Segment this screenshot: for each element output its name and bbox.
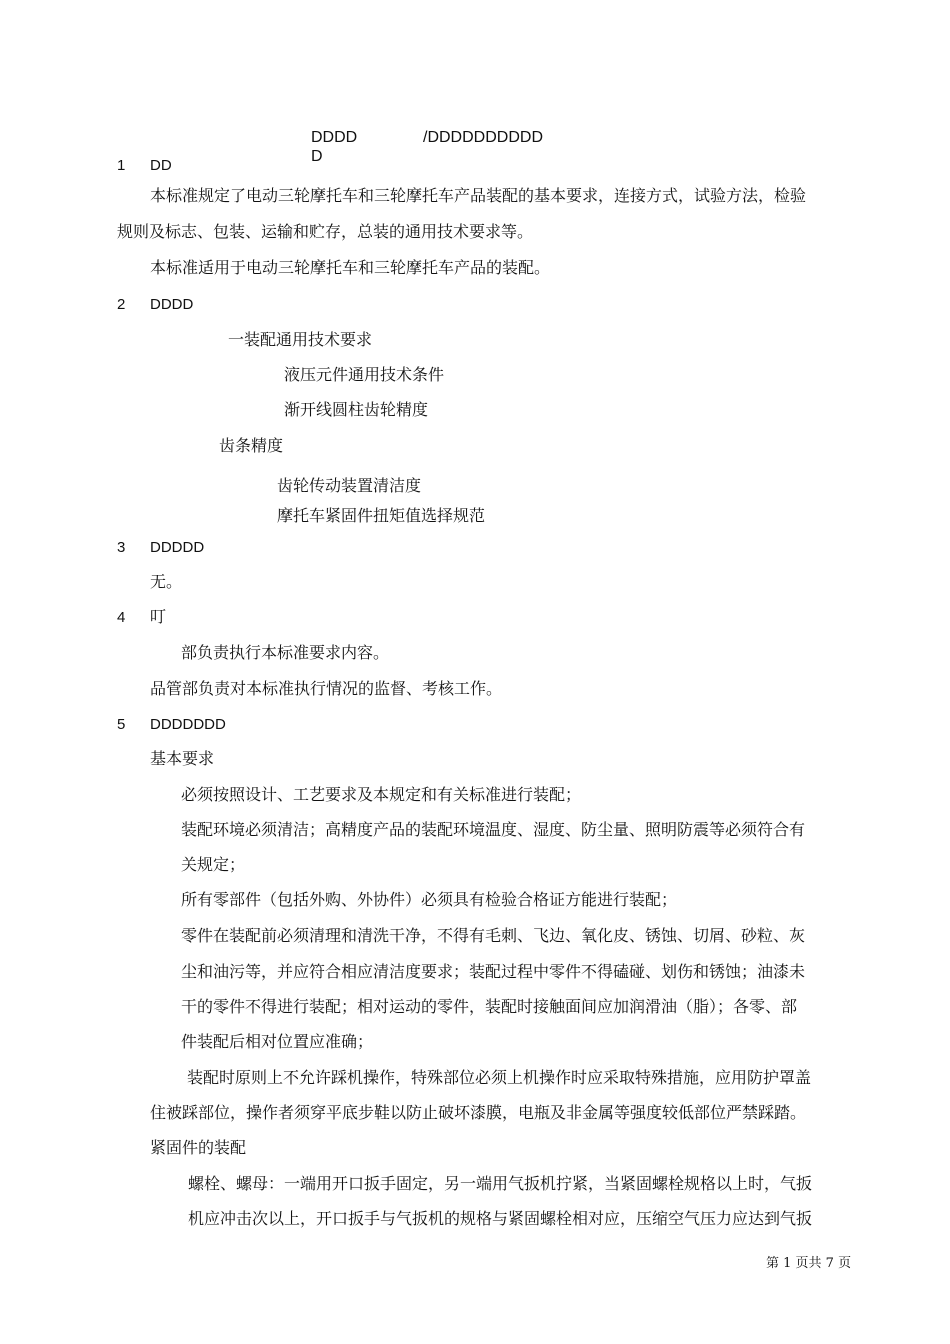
section-1-paragraph-1-line-1: 本标准规定了电动三轮摩托车和三轮摩托车产品装配的基本要求，连接方式，试验方法，检验 <box>150 186 807 205</box>
section-2-heading: DDDD <box>150 296 194 313</box>
section-3-number: 3 <box>117 539 126 556</box>
section-4-heading: 叮 <box>150 607 167 626</box>
section-5-number: 5 <box>117 716 126 733</box>
requirement-4-line-2: 尘和油污等，并应符合相应清洁度要求；装配过程中零件不得磕碰、划伤和锈蚀；油漆未 <box>181 962 806 981</box>
doc-title-left-line1: DDDD <box>311 129 358 146</box>
section-1-paragraph-1-line-2: 规则及标志、包装、运输和贮存，总装的通用技术要求等。 <box>117 222 534 241</box>
subsection-basic-requirements: 基本要求 <box>150 749 215 768</box>
requirement-4-line-3: 干的零件不得进行装配；相对运动的零件，装配时接触面间应加润滑油（脂）；各零、部 <box>181 997 798 1016</box>
fastener-item-1-line-1: 螺栓、螺母：一端用开口扳手固定，另一端用气扳机拧紧，当紧固螺栓规格以上时，气扳 <box>188 1174 813 1193</box>
section-5-heading: DDDDDDD <box>150 716 226 733</box>
section-3-body: 无。 <box>150 572 183 591</box>
reference-3: 渐开线圆柱齿轮精度 <box>284 400 429 419</box>
doc-title-left-line2: D <box>311 148 323 165</box>
requirement-4-line-1: 零件在装配前必须清理和清洗干净，不得有毛刺、飞边、氧化皮、锈蚀、切屑、砂粒、灰 <box>181 926 806 945</box>
section-1-number: 1 <box>117 157 126 174</box>
fastener-item-1-line-2: 机应冲击次以上，开口扳手与气扳机的规格与紧固螺栓相对应，压缩空气压力应达到气扳 <box>188 1209 813 1228</box>
section-1-paragraph-2: 本标准适用于电动三轮摩托车和三轮摩托车产品的装配。 <box>150 258 551 277</box>
reference-6: 摩托车紧固件扭矩值选择规范 <box>277 506 486 525</box>
requirement-5-line-1: 装配时原则上不允许踩机操作，特殊部位必须上机操作时应采取特殊措施，应用防护罩盖 <box>187 1068 812 1087</box>
requirement-5-line-2: 住被踩部位，操作者须穿平底步鞋以防止破坏漆膜，电瓶及非金属等强度较低部位严禁踩踏。 <box>150 1103 807 1122</box>
requirement-3: 所有零部件（包括外购、外协件）必须具有检验合格证方能进行装配； <box>181 890 678 909</box>
doc-title-right: /DDDDDDDDDD <box>423 129 543 146</box>
section-1-heading: DD <box>150 157 172 174</box>
subsection-fastener-assembly: 紧固件的装配 <box>150 1138 247 1157</box>
requirement-1: 必须按照设计、工艺要求及本规定和有关标准进行装配； <box>181 785 582 804</box>
section-4-paragraph-1: 部负责执行本标准要求内容。 <box>181 643 390 662</box>
section-4-paragraph-2: 品管部负责对本标准执行情况的监督、考核工作。 <box>150 679 503 698</box>
reference-5: 齿轮传动装置清洁度 <box>277 476 422 495</box>
reference-4: 齿条精度 <box>219 436 284 455</box>
page-footer: 第 1 页共 7 页 <box>766 1256 852 1271</box>
section-2-number: 2 <box>117 296 126 313</box>
reference-2: 液压元件通用技术条件 <box>284 365 445 384</box>
requirement-2-line-1: 装配环境必须清洁；高精度产品的装配环境温度、湿度、防尘量、照明防震等必须符合有 <box>181 820 806 839</box>
reference-1: 一装配通用技术要求 <box>228 330 373 349</box>
requirement-4-line-4: 件装配后相对位置应准确； <box>181 1032 374 1051</box>
section-4-number: 4 <box>117 609 126 626</box>
requirement-2-line-2: 关规定； <box>181 855 246 874</box>
section-3-heading: DDDDD <box>150 539 205 556</box>
